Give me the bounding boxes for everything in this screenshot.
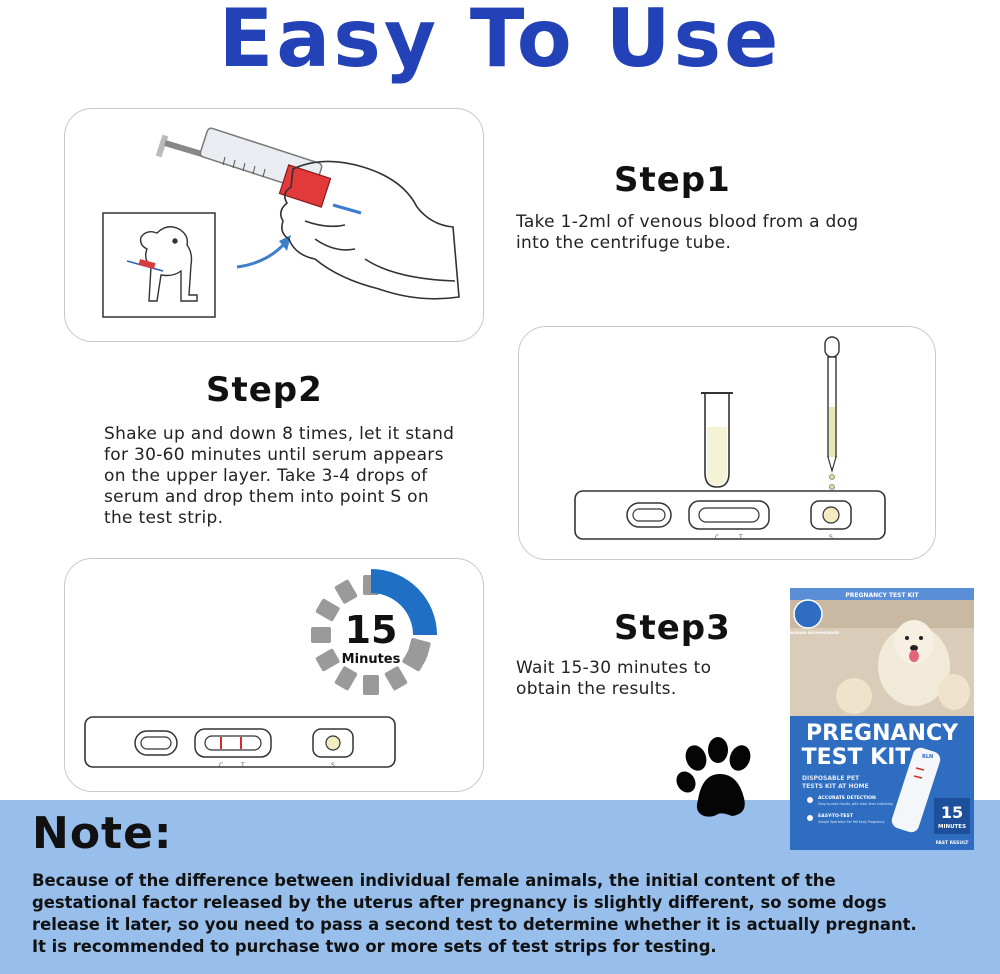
box-feature1-title: ACCURATE DETECTION <box>818 796 876 801</box>
strip-mark-t: T <box>241 762 245 769</box>
step2-illustration-card <box>518 326 936 560</box>
strip-mark-c: C <box>715 534 720 541</box>
test-strip-icon <box>85 717 395 769</box>
strip-mark-s: S <box>829 534 833 541</box>
strip-mark-t: T <box>739 534 743 541</box>
dog-frame <box>103 213 215 317</box>
note-text: Because of the difference between individual female animals, the initial content of the gestational factor released by the uterus after pregnancy is slightly different, so some dogs release it later, so you need to pass a second test to determine whether it is actually pregnant. It is recommended to purchase two or more sets of test strips for testing. <box>32 871 917 956</box>
centrifuge-tube-icon <box>701 393 733 487</box>
step2-heading: Step2 <box>206 370 323 410</box>
step1-heading: Step1 <box>614 160 731 200</box>
box-minutes-label: MINUTES <box>937 824 967 830</box>
box-strip-label: RLN <box>922 754 934 760</box>
paw-print-icon <box>676 738 762 820</box>
syringe-icon <box>65 109 483 341</box>
timer-number: 15 <box>344 608 398 652</box>
arrow-icon <box>237 243 285 267</box>
note-title: Note: <box>32 808 173 859</box>
step2-text: Shake up and down 8 times, let it stand for 30-60 minutes until serum appears on the upper layer. Take 3-4 drops of serum and drop them into point S on the test strip. <box>104 424 455 528</box>
product-box-image <box>777 588 974 850</box>
box-fast-result: FAST RESULT <box>935 841 969 846</box>
box-sub2: TESTS KIT AT HOME <box>802 783 869 790</box>
box-title-line2: TEST KIT <box>801 745 911 770</box>
timer-icon <box>311 569 437 695</box>
box-feature1-text: Easy-to-read results, with clear lines indicating <box>818 802 893 806</box>
dropper-icon <box>825 337 839 490</box>
step1-illustration-card <box>64 108 484 342</box>
box-top-label: PREGNANCY TEST KIT <box>845 592 919 599</box>
timer-unit: Minutes <box>341 652 401 667</box>
box-title-line1: PREGNANCY <box>805 721 959 746</box>
step3-heading: Step3 <box>614 608 731 648</box>
step1-text: Take 1-2ml of venous blood from a dog into the centrifuge tube. <box>516 212 859 253</box>
box-feature2-text: Simple Operation For Pet Early Pregnancy <box>818 820 885 824</box>
box-minutes-number: 15 <box>940 803 964 822</box>
strip-mark-c: C <box>219 762 224 769</box>
page-title: Easy To Use <box>218 0 782 85</box>
box-feature2-title: EASY-TO-TEST <box>818 814 853 819</box>
box-sub1: DISPOSABLE PET <box>802 775 860 782</box>
step3-text: Wait 15-30 minutes to obtain the results. <box>516 658 712 699</box>
big-syringe <box>156 127 361 213</box>
test-strip-icon <box>575 491 885 541</box>
step3-illustration-card <box>64 558 484 792</box>
box-badge: VETERINARIAN RECOMMENDED <box>777 631 839 635</box>
strip-mark-s: S <box>331 762 335 769</box>
